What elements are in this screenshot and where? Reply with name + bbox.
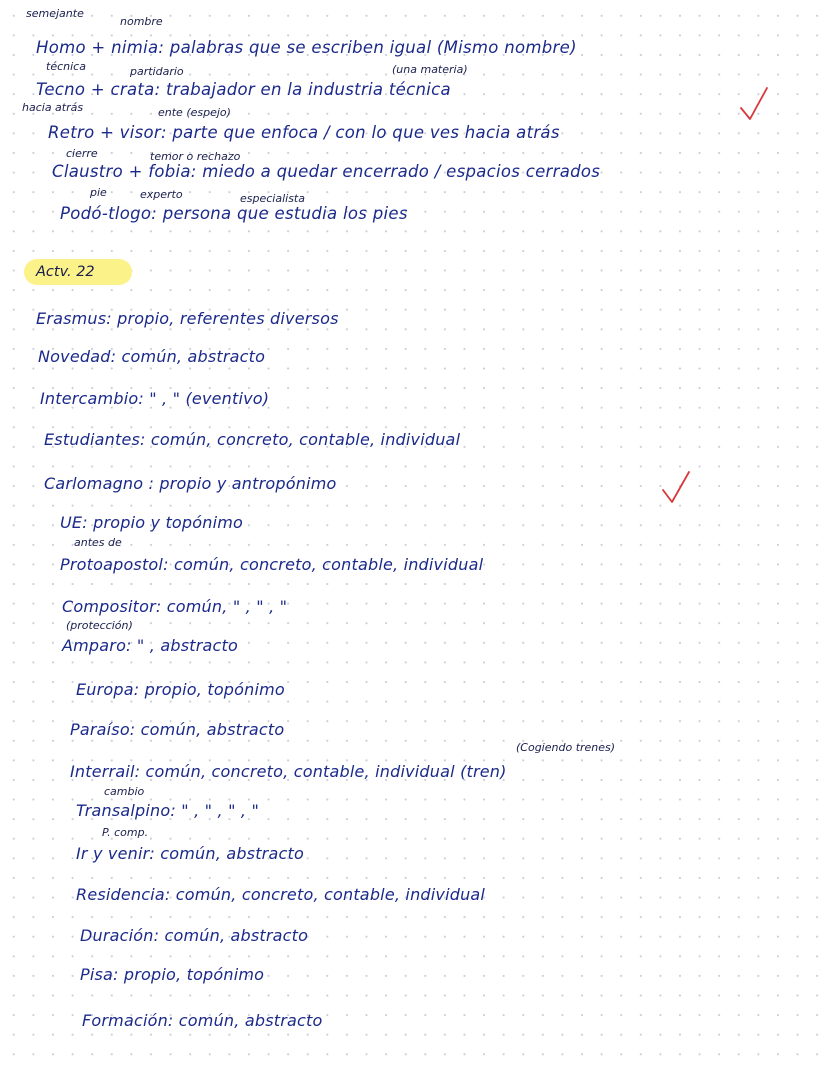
item-protoapostol: Protoapostol: común, concreto, contable, individual — [60, 555, 484, 574]
item-ir-y-venir: Ir y venir: común, abstracto — [76, 844, 304, 863]
annotation-cogiendo-trenes: (Cogiendo trenes) — [516, 741, 616, 754]
annotation-p-comp: P. comp. — [102, 826, 149, 839]
item-estudiantes: Estudiantes: común, concreto, contable, individual — [44, 430, 461, 449]
item-ue: UE: propio y topónimo — [60, 513, 244, 532]
item-formacion: Formación: común, abstracto — [82, 1011, 323, 1030]
annotation-una-materia: (una materia) — [392, 63, 468, 76]
item-intercambio: Intercambio: " , " (eventivo) — [40, 389, 270, 408]
line-tecnocrata: Tecno + crata: trabajador en la industria técnica — [36, 80, 451, 99]
annotation-cambio: cambio — [104, 785, 145, 798]
item-interrail: Interrail: común, concreto, contable, individual (tren) — [70, 762, 507, 781]
annotation-experto: experto — [140, 188, 183, 201]
item-duracion: Duración: común, abstracto — [80, 926, 309, 945]
annotation-cierre: cierre — [66, 147, 98, 160]
checkmark-icon — [660, 468, 692, 508]
annotation-temor: temor o rechazo — [150, 150, 241, 163]
line-homonimia: Homo + nimia: palabras que se escriben igual (Mismo nombre) — [36, 38, 577, 57]
annotation-partidario: partidario — [130, 65, 184, 78]
item-erasmus: Erasmus: propio, referentes diversos — [36, 309, 339, 328]
annotation-antes-de: antes de — [74, 536, 122, 549]
item-paraiso: Paraíso: común, abstracto — [70, 720, 285, 739]
annotation-semejante: semejante — [26, 7, 84, 20]
annotation-tecnica: técnica — [46, 60, 86, 73]
annotation-hacia-atras: hacia atrás — [22, 101, 84, 114]
item-compositor: Compositor: común, " , " , " — [62, 597, 288, 616]
line-claustrofobia: Claustro + fobia: miedo a quedar encerrado / espacios cerrados — [52, 162, 601, 181]
line-retrovisor: Retro + visor: parte que enfoca / con lo que ves hacia atrás — [48, 123, 560, 142]
annotation-pie: pie — [90, 186, 107, 199]
item-pisa: Pisa: propio, topónimo — [80, 965, 265, 984]
annotation-especialista: especialista — [240, 192, 305, 205]
item-europa: Europa: propio, topónimo — [76, 680, 285, 699]
item-amparo: Amparo: " , abstracto — [62, 636, 238, 655]
line-podologo: Podó-tlogo: persona que estudia los pies — [60, 204, 408, 223]
activity-label: Actv. 22 — [36, 264, 95, 280]
annotation-nombre: nombre — [120, 15, 163, 28]
annotation-proteccion: (protección) — [66, 619, 133, 632]
annotation-ente-espejo: ente (espejo) — [158, 106, 231, 119]
item-novedad: Novedad: común, abstracto — [38, 347, 266, 366]
item-carlomagno: Carlomagno : propio y antropónimo — [44, 474, 337, 493]
item-residencia: Residencia: común, concreto, contable, individual — [76, 885, 486, 904]
item-transalpino: Transalpino: " , " , " , " — [76, 801, 260, 820]
checkmark-icon — [738, 84, 770, 124]
